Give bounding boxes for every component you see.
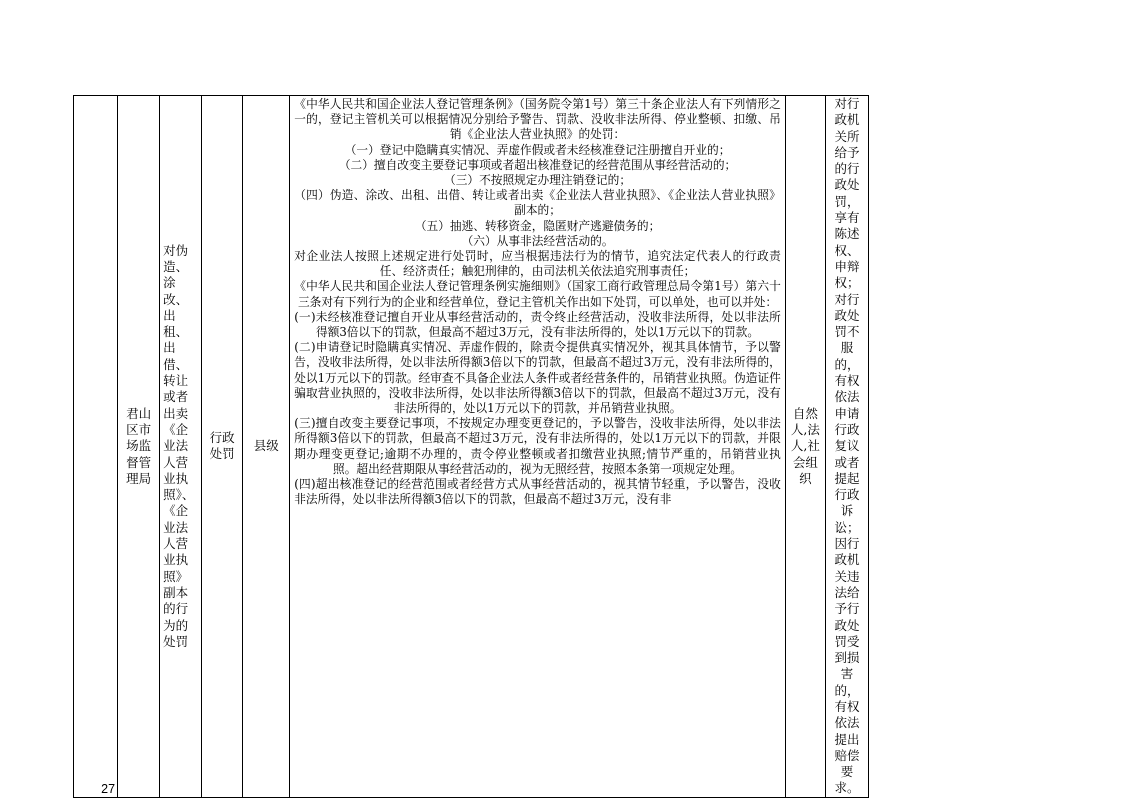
basis-paragraph: (二)申请登记时隐瞒真实情况、弄虚作假的，除责令提供真实情况外，视其具体情节，予以警告，没收非法所得，处以非法所得额3倍以下的罚款，但最高不超过3万元，没有非法所得的，处以1万元以下的罚款。经审查不具备企业法人条件或者经营条件的，吊销营业执照。伪造证件骗取营业执照的，没收非法所得，处以非法所得额3倍以下的罚款，但最高不超过3万元，没有非法所得的，处以1万元以下的罚款，并吊销营业执照。: [294, 340, 781, 416]
table-row: [74, 96, 869, 798]
basis-paragraph: （五）抽逃、转移资金，隐匿财产逃避债务的；: [414, 218, 661, 233]
basis-paragraph: 《中华人民共和国企业法人登记管理条例》（国务院令第1号）第三十条企业法人有下列情形之一的，登记主管机关可以根据情况分别给予警告、罚款、没收非法所得、停业整顿、扣缴、吊销《企业法人营业执照》的处罚：: [294, 97, 781, 142]
basis-paragraph: （二）擅自改变主要登记事项或者超出核准登记的经营范围从事经营活动的；: [338, 157, 737, 172]
authority-table: [73, 95, 869, 798]
item-type-cell: 行政处罚: [202, 96, 243, 798]
basis-paragraph: (三)擅自改变主要登记事项，不按规定办理变更登记的，予以警告，没收非法所得，处以非法所得额3倍以下的罚款，但最高不超过3万元，没有非法所得的，处以1万元以下的罚款，并限期办理变更登记;逾期不办理的，责令停业整顿或者扣缴营业执照;情节严重的，吊销营业执照。超出经营期限从事经营活动的，视为无照经营，按照本条第一项规定处理。: [294, 416, 781, 476]
legal-basis-cell: [290, 96, 786, 798]
basis-paragraph: （一）登记中隐瞒真实情况、弄虚作假或者未经核准登记注册擅自开业的；: [344, 142, 731, 157]
basis-paragraph: （六）从事非法经营活动的。: [461, 233, 614, 248]
basis-paragraph: 对企业法人按照上述规定进行处罚时，应当根据违法行为的情节，追究法定代表人的行政责任、经济责任；触犯刑律的，由司法机关依法追究刑事责任；: [294, 249, 781, 279]
basis-paragraph: （三）不按照规定办理注销登记的；: [444, 173, 632, 188]
basis-paragraph: (四)超出核准登记的经营范围或者经营方式从事经营活动的，视其情节轻重，予以警告，没收非法所得，处以非法所得额3倍以下的罚款，但最高不超过3万元，没有非: [294, 477, 781, 507]
basis-paragraph: (一)未经核准登记擅自开业从事经营活动的，责令终止经营活动，没收非法所得，处以非法所得额3倍以下的罚款，但最高不超过3万元，没有非法所得的，处以1万元以下的罚款。: [294, 309, 781, 340]
item-name-cell: 对伪造、涂改、出租、出借、转让或者出卖《企业法人营业执照》、《企业法人营业执照》副本的行为的处罚: [160, 96, 202, 798]
row-number: 27: [74, 96, 118, 798]
subject-cell: 自然人,法人,社会组织: [785, 96, 825, 798]
basis-paragraph: （四）伪造、涂改、出租、出借、转让或者出卖《企业法人营业执照》、《企业法人营业执照》副本的；: [294, 188, 781, 218]
rights-cell: 对行政机关所给予的行政处罚，享有陈述权、申辩权；对行政处罚不服的，有权依法申请行政复议或者提起行政诉讼；因行政机关违法给予行政处罚受到损害的，有权依法提出赔偿要求。: [825, 96, 868, 798]
department-cell: 君山区市场监督管理局: [118, 96, 160, 798]
basis-paragraph: 《中华人民共和国企业法人登记管理条例实施细则》（国家工商行政管理总局令第1号）第六十三条对有下列行为的企业和经营单位，登记主管机关作出如下处罚，可以单处，也可以并处：: [294, 279, 781, 309]
level-cell: 县级: [243, 96, 290, 798]
